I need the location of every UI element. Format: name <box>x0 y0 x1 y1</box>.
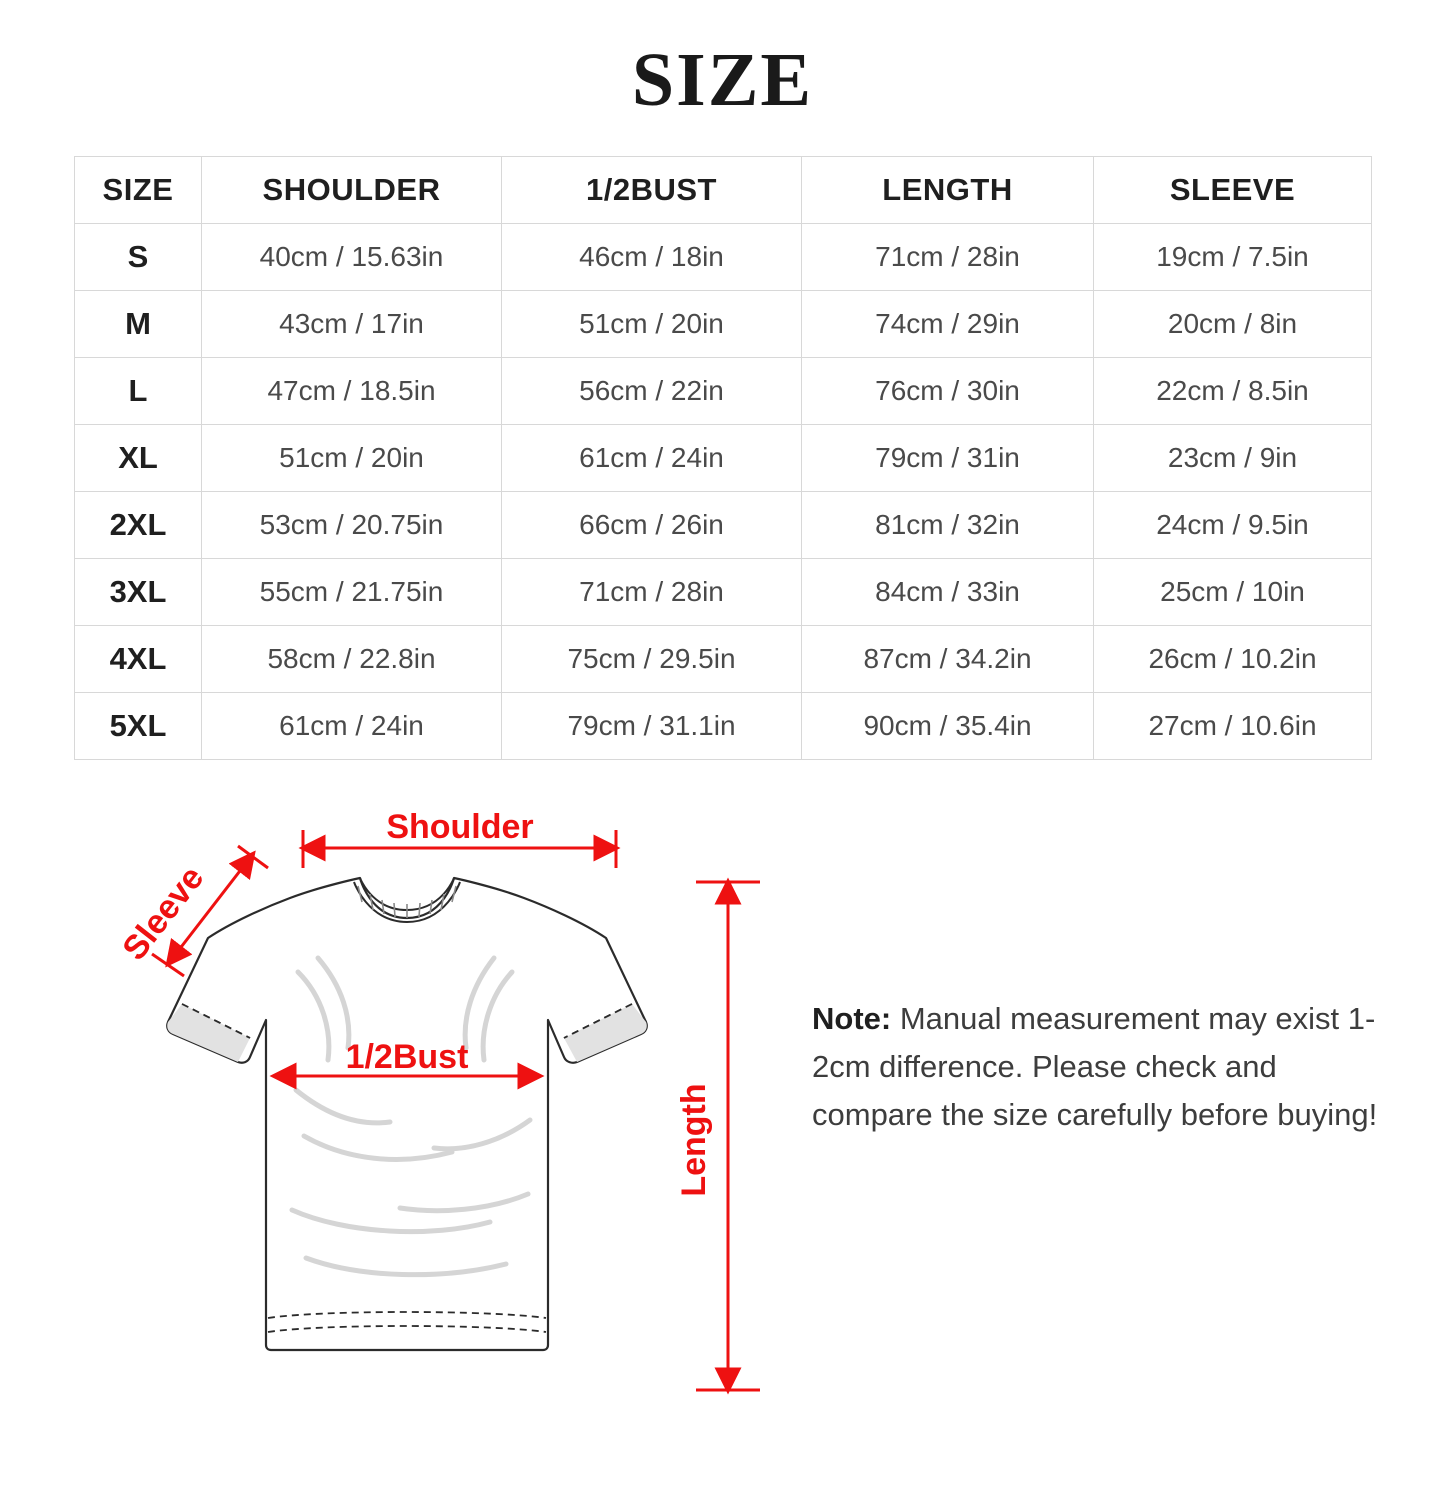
page-title: SIZE <box>631 38 814 122</box>
table-header-row <box>75 157 1372 224</box>
cell-sleeve: 23cm / 9in <box>1094 425 1372 492</box>
cell-bust: 46cm / 18in <box>502 224 802 291</box>
cell-shoulder: 55cm / 21.75in <box>202 559 502 626</box>
cell-bust: 79cm / 31.1in <box>502 693 802 760</box>
cell-bust: 75cm / 29.5in <box>502 626 802 693</box>
column-header-length: LENGTH <box>802 157 1094 224</box>
column-header-shoulder: SHOULDER <box>202 157 502 224</box>
column-header-sleeve: SLEEVE <box>1094 157 1372 224</box>
column-header-bust: 1/2BUST <box>502 157 802 224</box>
table-row <box>75 224 1372 291</box>
cell-shoulder: 43cm / 17in <box>202 291 502 358</box>
cell-bust: 66cm / 26in <box>502 492 802 559</box>
cell-bust: 51cm / 20in <box>502 291 802 358</box>
table-row <box>75 291 1372 358</box>
table-row <box>75 693 1372 760</box>
cell-shoulder: 61cm / 24in <box>202 693 502 760</box>
cell-sleeve: 22cm / 8.5in <box>1094 358 1372 425</box>
cell-size: 4XL <box>75 626 202 693</box>
measurement-diagram-section <box>0 790 1445 1430</box>
cell-sleeve: 25cm / 10in <box>1094 559 1372 626</box>
length-label: Length <box>675 1083 713 1197</box>
table-row <box>75 425 1372 492</box>
cell-sleeve: 24cm / 9.5in <box>1094 492 1372 559</box>
cell-sleeve: 26cm / 10.2in <box>1094 626 1372 693</box>
cell-length: 81cm / 32in <box>802 492 1094 559</box>
cell-size: 2XL <box>75 492 202 559</box>
cell-size: XL <box>75 425 202 492</box>
cell-shoulder: 40cm / 15.63in <box>202 224 502 291</box>
column-header-size: SIZE <box>75 157 202 224</box>
shoulder-label: Shoulder <box>386 808 534 846</box>
cell-size: M <box>75 291 202 358</box>
note-prefix: Note: <box>812 1001 892 1036</box>
cell-length: 90cm / 35.4in <box>802 693 1094 760</box>
tshirt-diagram <box>60 790 780 1430</box>
cell-length: 76cm / 30in <box>802 358 1094 425</box>
cell-length: 79cm / 31in <box>802 425 1094 492</box>
table-row <box>75 559 1372 626</box>
table-row <box>75 358 1372 425</box>
cell-bust: 56cm / 22in <box>502 358 802 425</box>
cell-sleeve: 20cm / 8in <box>1094 291 1372 358</box>
cell-length: 74cm / 29in <box>802 291 1094 358</box>
cell-shoulder: 47cm / 18.5in <box>202 358 502 425</box>
cell-sleeve: 19cm / 7.5in <box>1094 224 1372 291</box>
note-text: Manual measurement may exist 1-2cm difference. Please check and compare the size carefully before buying! <box>812 1001 1378 1133</box>
cell-size: 3XL <box>75 559 202 626</box>
cell-length: 84cm / 33in <box>802 559 1094 626</box>
cell-shoulder: 51cm / 20in <box>202 425 502 492</box>
cell-bust: 71cm / 28in <box>502 559 802 626</box>
table-row <box>75 626 1372 693</box>
cell-shoulder: 53cm / 20.75in <box>202 492 502 559</box>
cell-shoulder: 58cm / 22.8in <box>202 626 502 693</box>
cell-size: L <box>75 358 202 425</box>
size-chart-table <box>74 156 1372 760</box>
bust-label: 1/2Bust <box>345 1038 469 1076</box>
size-table-container <box>74 156 1371 760</box>
cell-length: 87cm / 34.2in <box>802 626 1094 693</box>
cell-size: S <box>75 224 202 291</box>
sleeve-label: Sleeve <box>115 859 212 968</box>
tshirt-outline <box>167 878 647 1350</box>
cell-bust: 61cm / 24in <box>502 425 802 492</box>
cell-sleeve: 27cm / 10.6in <box>1094 693 1372 760</box>
cell-size: 5XL <box>75 693 202 760</box>
measurement-note <box>812 995 1392 1139</box>
table-row <box>75 492 1372 559</box>
cell-length: 71cm / 28in <box>802 224 1094 291</box>
